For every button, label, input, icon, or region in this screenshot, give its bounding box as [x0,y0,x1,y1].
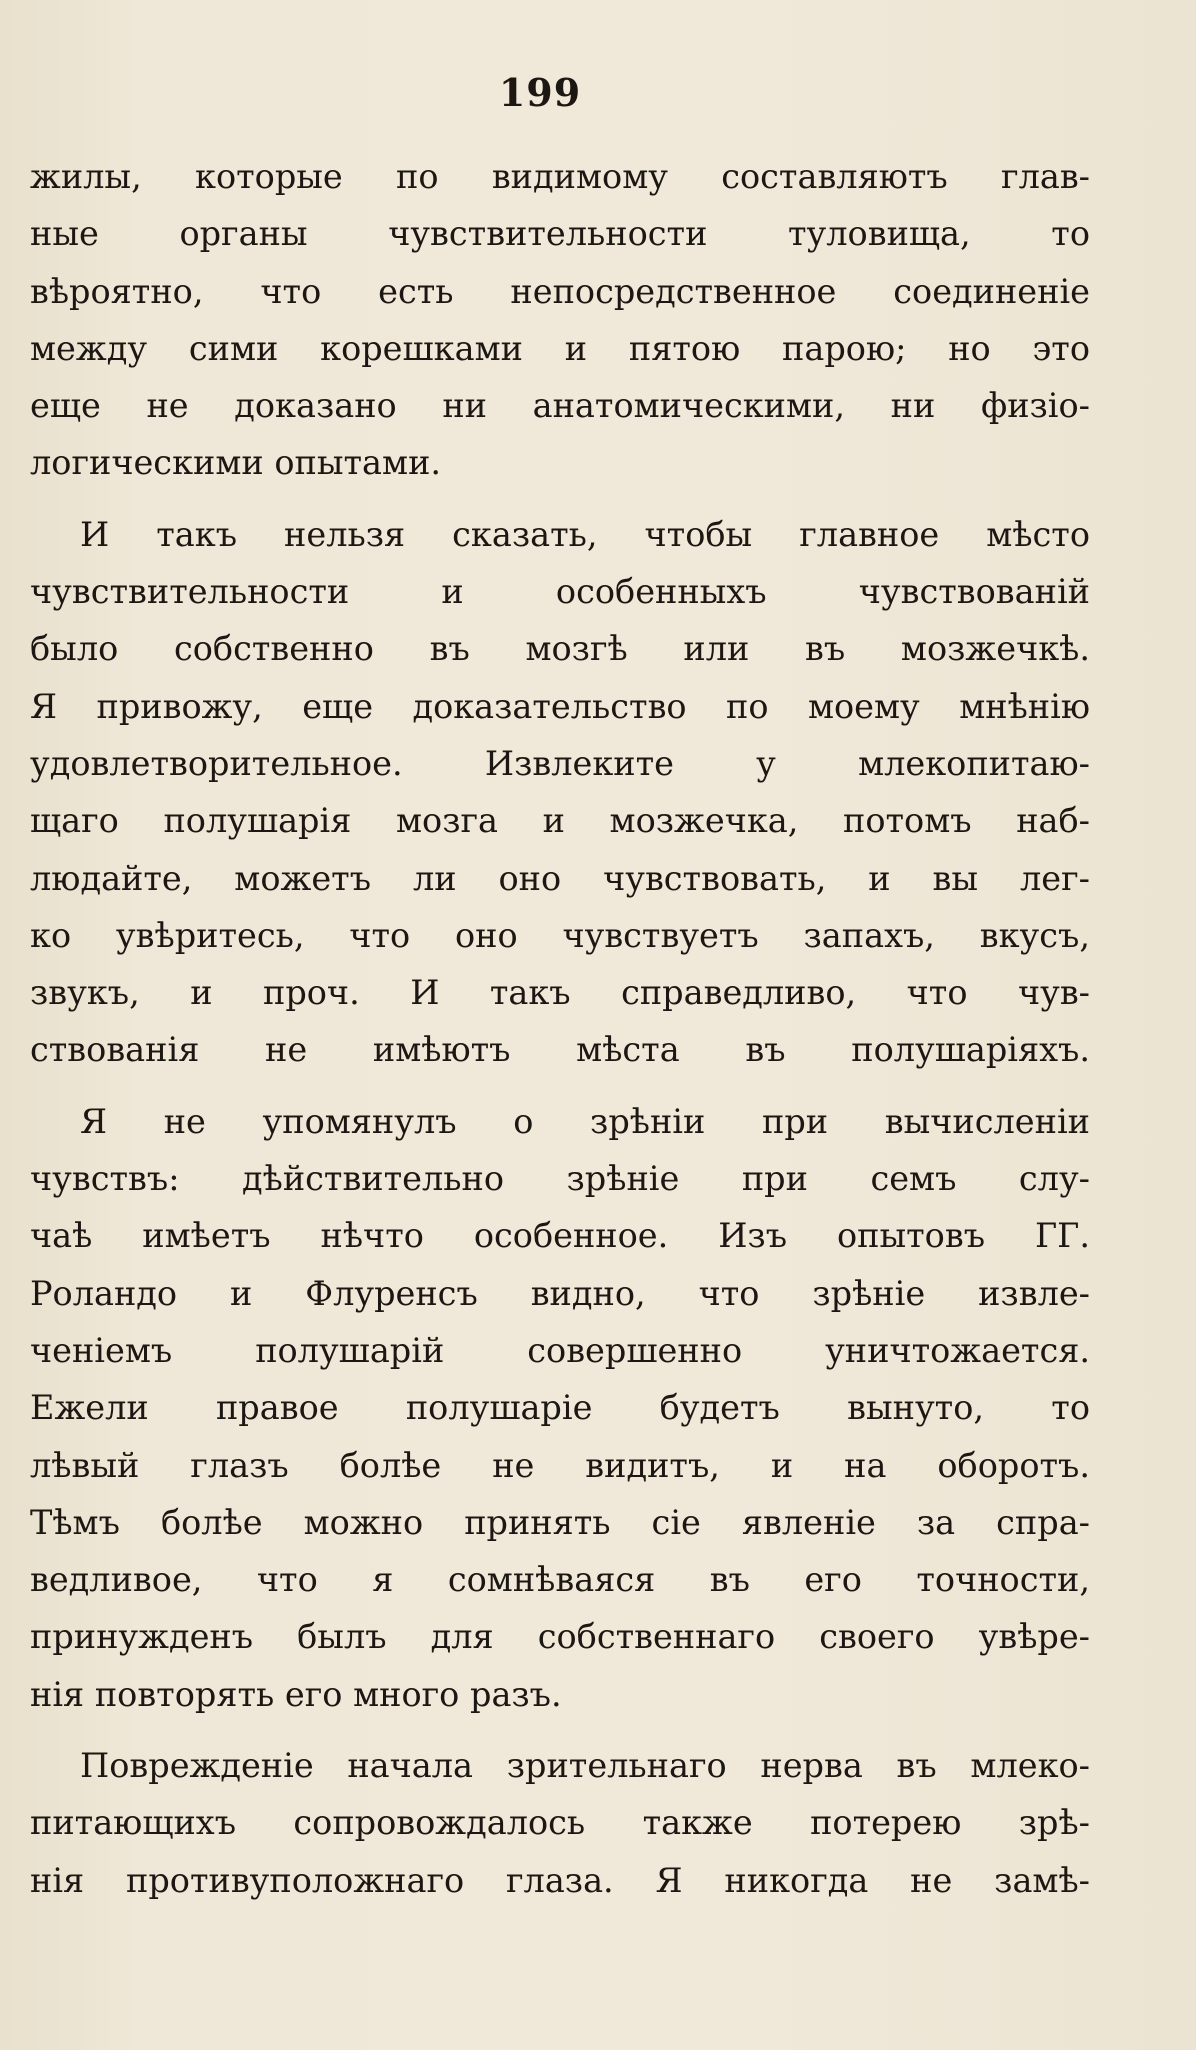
text-line: Роландо и Флуренсъ видно, что зрѣніе извле- [30,1273,1090,1313]
text-line: вѣроятно, что есть непосредственное соединеніе [30,271,1090,311]
text-line: звукъ, и проч. И такъ справедливо, что чув- [30,973,1090,1013]
page-text [30,148,1090,1923]
paragraph-1 [30,148,1090,492]
text-line: нія повторять его много разъ. [30,1674,562,1714]
text-line: ствованія не имѣютъ мѣста въ полушаріяхъ. [30,1030,1090,1070]
paragraph-3 [30,1093,1090,1723]
text-line: чувствъ: дѣйствительно зрѣніе при семъ слу- [30,1159,1090,1199]
text-line: между сими корешками и пятою парою; но это [30,328,1090,368]
text-line: чувствительности и особенныхъ чувствованій [30,572,1090,612]
text-line: принужденъ былъ для собственнаго своего увѣре- [30,1617,1090,1657]
text-line: логическими опытами. [30,443,442,483]
text-line: Поврежденіе начала зрительнаго нерва въ млеко- [80,1746,1090,1786]
paragraph-4 [30,1737,1090,1909]
text-line: ные органы чувствительности туловища, то [30,214,1090,254]
text-line: ченіемъ полушарій совершенно уничтожается. [30,1330,1090,1370]
text-line: еще не доказано ни анатомическими, ни физіо- [30,386,1090,426]
text-line: Я привожу, еще доказательство по моему мнѣнію [30,686,1090,726]
text-line: Я не упомянулъ о зрѣніи при вычисленіи [80,1101,1090,1141]
paragraph-2 [30,506,1090,1079]
text-line: чаѣ имѣетъ нѣчто особенное. Изъ опытовъ ГГ. [30,1216,1090,1256]
text-line: ко увѣритесь, что оно чувствуетъ запахъ, вкусъ, [30,915,1090,955]
text-line: было собственно въ мозгѣ или въ мозжечкѣ. [30,629,1090,669]
text-line: людайте, можетъ ли оно чувствовать, и вы лег- [30,858,1090,898]
text-line: лѣвый глазъ болѣе не видитъ, и на оборотъ. [30,1445,1090,1485]
page-number: 199 [498,70,582,115]
text-line: щаго полушарія мозга и мозжечка, потомъ наб- [30,801,1090,841]
text-line: Ежели правое полушаріе будетъ вынуто, то [30,1388,1090,1428]
text-line: И такъ нельзя сказать, чтобы главное мѣсто [80,514,1090,554]
text-line: нія противуположнаго глаза. Я никогда не замѣ- [30,1860,1090,1900]
text-line: ведливое, что я сомнѣваяся въ его точности, [30,1560,1090,1600]
text-line: Тѣмъ болѣе можно принять сіе явленіе за спра- [30,1502,1090,1542]
text-line: питающихъ сопровождалось также потерею зрѣ- [30,1803,1090,1843]
text-line: удовлетворительное. Извлеките у млекопитаю- [30,743,1090,783]
text-line: жилы, которые по видимому составляютъ глав- [30,157,1090,196]
